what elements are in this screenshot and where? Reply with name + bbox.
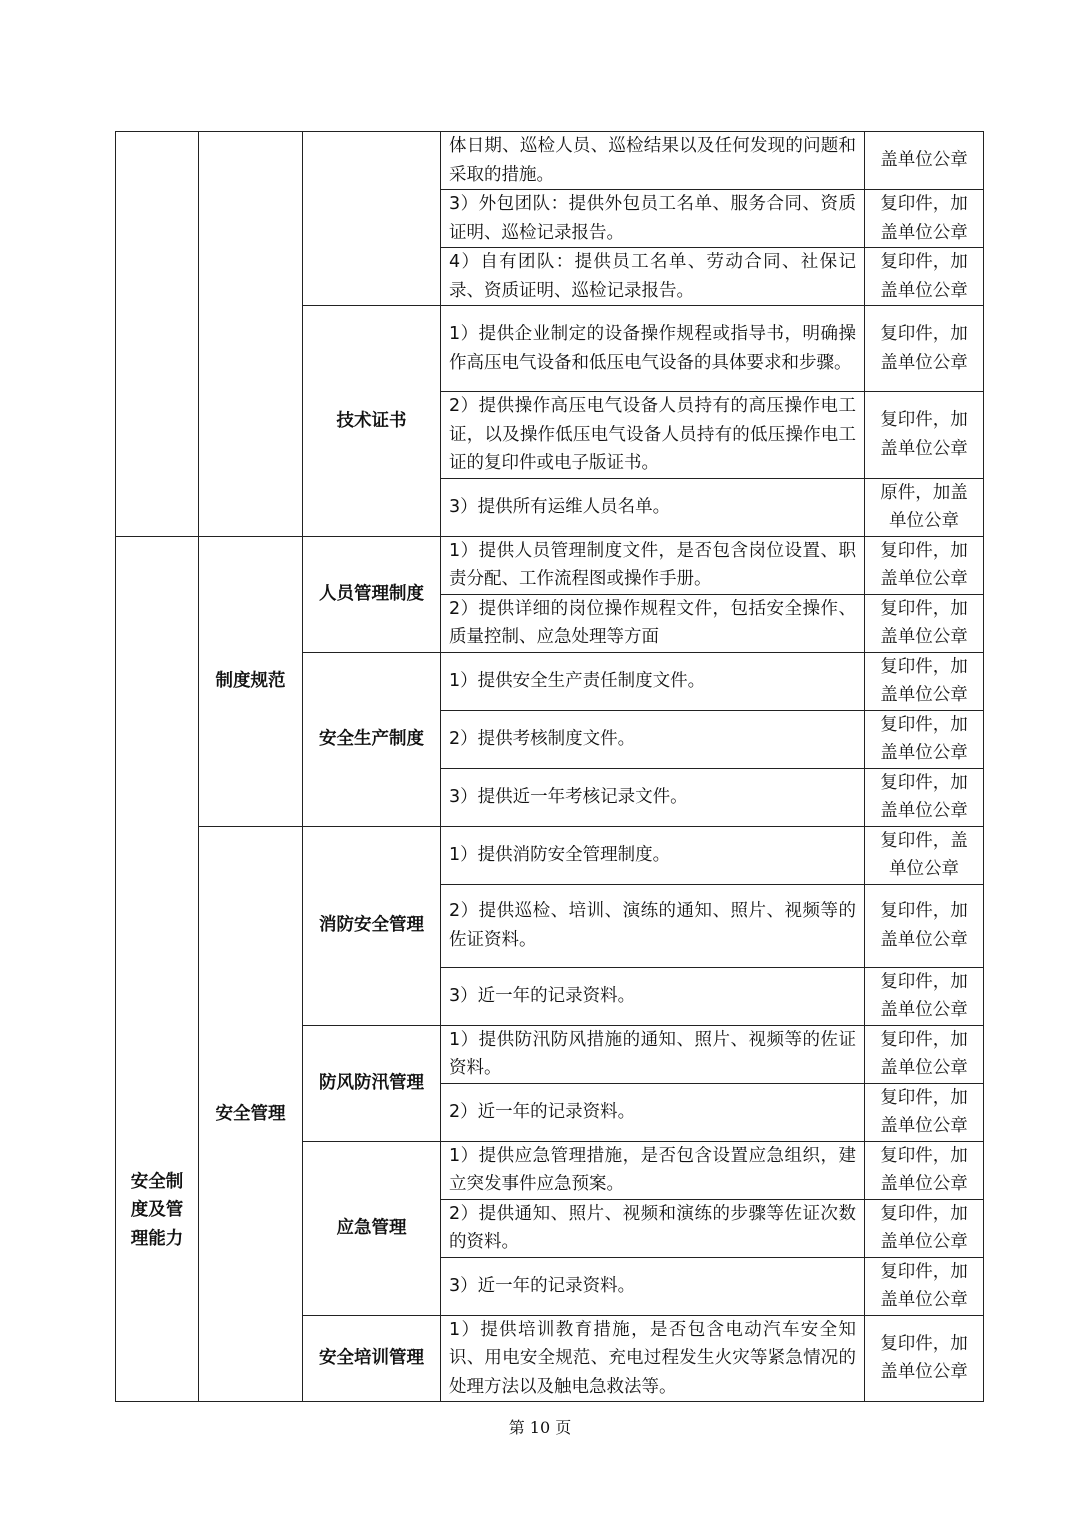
item-cell: 3）提供所有运维人员名单。 <box>441 478 865 536</box>
requirement-cell: 复印件，加盖单位公章 <box>865 884 984 967</box>
topic-emergency: 应急管理 <box>303 1141 441 1315</box>
item-cell: 1）提供培训教育措施，是否包含电动汽车安全知识、用电安全规范、充电过程发生火灾等紧急情况的处理方法以及触电急救法等。 <box>441 1315 865 1402</box>
requirement-cell: 复印件，加盖单位公章 <box>865 306 984 392</box>
item-cell: 1）提供安全生产责任制度文件。 <box>441 652 865 710</box>
item-cell: 1）提供企业制定的设备操作规程或指导书，明确操作高压电气设备和低压电气设备的具体要求和步骤。 <box>441 306 865 392</box>
item-cell: 2）近一年的记录资料。 <box>441 1083 865 1141</box>
item-cell: 3）外包团队：提供外包员工名单、服务合同、资质证明、巡检记录报告。 <box>441 190 865 248</box>
item-cell: 2）提供操作高压电气设备人员持有的高压操作电工证，以及操作低压电气设备人员持有的低压操作电工证的复印件或电子版证书。 <box>441 392 865 479</box>
requirement-cell: 复印件，加盖单位公章 <box>865 248 984 306</box>
item-cell: 3）近一年的记录资料。 <box>441 1257 865 1315</box>
requirement-cell: 复印件，加盖单位公章 <box>865 967 984 1025</box>
requirement-cell: 复印件，加盖单位公章 <box>865 710 984 768</box>
requirement-cell: 复印件，加盖单位公章 <box>865 768 984 826</box>
item-cell: 2）提供通知、照片、视频和演练的步骤等佐证次数的资料。 <box>441 1199 865 1257</box>
topic-training: 安全培训管理 <box>303 1315 441 1402</box>
item-cell: 4）自有团队：提供员工名单、劳动合同、社保记录、资质证明、巡检记录报告。 <box>441 248 865 306</box>
table-row <box>116 536 984 594</box>
requirement-cell: 复印件，盖单位公章 <box>865 826 984 884</box>
item-cell: 1）提供防汛防风措施的通知、照片、视频等的佐证资料。 <box>441 1025 865 1083</box>
page-number: 第 10 页 <box>508 1418 572 1437</box>
requirement-cell: 复印件，加盖单位公章 <box>865 190 984 248</box>
requirement-cell: 复印件，加盖单位公章 <box>865 652 984 710</box>
requirement-cell: 复印件，加盖单位公章 <box>865 1025 984 1083</box>
topic-fire: 消防安全管理 <box>303 826 441 1025</box>
requirement-cell: 复印件，加盖单位公章 <box>865 1257 984 1315</box>
item-cell: 2）提供考核制度文件。 <box>441 710 865 768</box>
topic-production: 安全生产制度 <box>303 652 441 826</box>
topic-cell-empty <box>303 132 441 306</box>
subcategory-cell-empty <box>199 132 303 537</box>
item-cell: 1）提供消防安全管理制度。 <box>441 826 865 884</box>
requirement-cell: 复印件，加盖单位公章 <box>865 1083 984 1141</box>
category-safety-management: 安全制度及管理能力 <box>116 536 199 1402</box>
requirement-cell: 复印件，加盖单位公章 <box>865 392 984 479</box>
item-cell: 3）近一年的记录资料。 <box>441 967 865 1025</box>
item-cell: 体日期、巡检人员、巡检结果以及任何发现的问题和采取的措施。 <box>441 132 865 190</box>
table-row <box>116 132 984 190</box>
topic-flood: 防风防汛管理 <box>303 1025 441 1141</box>
subcategory-system: 制度规范 <box>199 536 303 826</box>
topic-personnel: 人员管理制度 <box>303 536 441 652</box>
item-cell: 3）提供近一年考核记录文件。 <box>441 768 865 826</box>
requirement-cell: 复印件，加盖单位公章 <box>865 594 984 652</box>
item-cell: 1）提供人员管理制度文件，是否包含岗位设置、职责分配、工作流程图或操作手册。 <box>441 536 865 594</box>
requirement-cell: 复印件，加盖单位公章 <box>865 1315 984 1402</box>
subcategory-safety-management: 安全管理 <box>199 826 303 1402</box>
item-cell: 2）提供详细的岗位操作规程文件，包括安全操作、质量控制、应急处理等方面 <box>441 594 865 652</box>
item-cell: 1）提供应急管理措施，是否包含设置应急组织，建立突发事件应急预案。 <box>441 1141 865 1199</box>
category-cell-empty <box>116 132 199 537</box>
item-cell: 2）提供巡检、培训、演练的通知、照片、视频等的佐证资料。 <box>441 884 865 967</box>
requirement-cell: 原件，加盖单位公章 <box>865 478 984 536</box>
table-row <box>116 826 984 884</box>
requirement-cell: 复印件，加盖单位公章 <box>865 1141 984 1199</box>
topic-tech-cert: 技术证书 <box>303 306 441 537</box>
requirement-cell: 盖单位公章 <box>865 132 984 190</box>
requirement-cell: 复印件，加盖单位公章 <box>865 1199 984 1257</box>
requirement-cell: 复印件，加盖单位公章 <box>865 536 984 594</box>
requirements-table <box>115 131 984 1402</box>
